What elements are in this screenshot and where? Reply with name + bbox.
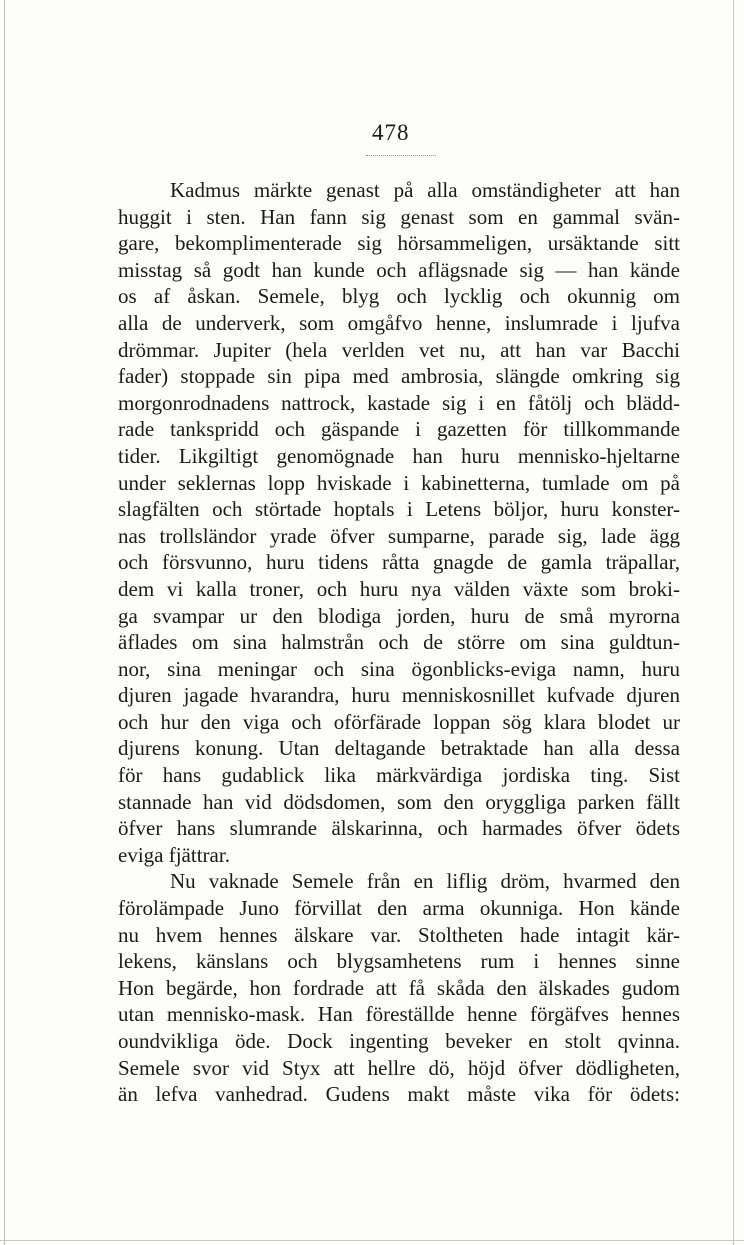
page-edge-bottom xyxy=(0,1240,744,1241)
text-line: utan mennisko-mask. Han föreställde henne förgäfves hennes xyxy=(118,1002,680,1027)
text-line: Nu vaknade Semele från en liflig dröm, hvarmed den xyxy=(170,869,680,894)
text-line: nas trollsländor yrade öfver sumparne, parade sig, lade ägg xyxy=(118,523,680,548)
body-text xyxy=(118,177,680,1108)
text-line: os af åskan. Semele, blyg och lycklig och okunnig om xyxy=(118,284,680,309)
text-line: tider. Likgiltigt genomögnade han huru mennisko-hjeltarne xyxy=(118,443,680,468)
text-line: lekens, känslans och blygsamhetens rum i hennes sinne xyxy=(118,949,680,974)
text-line: dem vi kalla troner, och huru nya välden växte som broki- xyxy=(118,576,680,601)
text-line: Hon begärde, hon fordrade att få skåda den älskades gudom xyxy=(118,975,680,1000)
text-line: drömmar. Jupiter (hela verlden vet nu, att han var Bacchi xyxy=(118,337,680,362)
text-line: ga svampar ur den blodiga jorden, huru de små myrorna xyxy=(118,603,680,628)
text-line: nu hvem hennes älskare var. Stoltheten hade intagit kär- xyxy=(118,922,680,947)
page-number-rule xyxy=(366,155,436,157)
text-line: rade tankspridd och gäspande i gazetten för tillkommande xyxy=(118,417,680,442)
text-line: morgonrodnadens nattrock, kastade sig i en fåtölj och blädd- xyxy=(118,390,680,415)
text-line: förolämpade Juno förvillat den arma okunniga. Hon kände xyxy=(118,896,680,921)
text-line: oundvikliga öde. Dock ingenting beveker en stolt qvinna. xyxy=(118,1029,680,1053)
text-line: slagfälten och störtade hoptals i Letens böljor, huru konster- xyxy=(118,497,680,522)
page-number: 478 xyxy=(372,120,410,145)
text-line: djurens konung. Utan deltagande betraktade han alla dessa xyxy=(118,736,680,761)
page-edge-left xyxy=(4,0,5,1245)
text-line: för hans gudablick lika märkvärdiga jordiska ting. Sist xyxy=(118,763,680,788)
text-line: under seklernas lopp hviskade i kabinetterna, tumlade om på xyxy=(118,470,680,495)
text-line: öfver hans slumrande älskarinna, och harmades öfver ödets xyxy=(118,816,680,841)
text-line: Kadmus märkte genast på alla omständigheter att han xyxy=(170,178,680,202)
text-line: och försvunno, huru tidens råtta gnagde de gamla träpallar, xyxy=(118,550,680,575)
text-line: stannade han vid dödsdomen, som den oryggliga parken fällt xyxy=(118,789,680,814)
text-line: gare, bekomplimenterade sig hörsammeligen, ursäktande sitt xyxy=(118,231,680,256)
text-line: och hur den viga och oförfärade loppan sög klara blodet ur xyxy=(118,709,680,734)
text-line: djuren jagade hvarandra, huru menniskosnillet kufvade djuren xyxy=(118,683,680,708)
text-line: alla de underverk, som omgåfvo henne, inslumrade i ljufva xyxy=(118,310,680,335)
text-line: huggit i sten. Han fann sig genast som en gammal svän- xyxy=(118,204,680,229)
text-line: Semele svor vid Styx att hellre dö, höjd öfver dödligheten, xyxy=(118,1055,680,1080)
text-line: eviga fjättrar. xyxy=(118,842,230,867)
text-line: misstag så godt han kunde och aflägsnade sig — han kände xyxy=(118,257,680,282)
text-line: fader) stoppade sin pipa med ambrosia, slängde omkring sig xyxy=(118,364,680,389)
text-line: nor, sina meningar och sina ögonblicks-eviga namn, huru xyxy=(118,656,680,681)
text-line: äflades om sina halmstrån och de större om sina guldtun- xyxy=(118,630,680,655)
text-line: än lefva vanhedrad. Gudens makt måste vika för ödets: xyxy=(118,1082,680,1107)
page-edge-right xyxy=(733,0,734,1245)
